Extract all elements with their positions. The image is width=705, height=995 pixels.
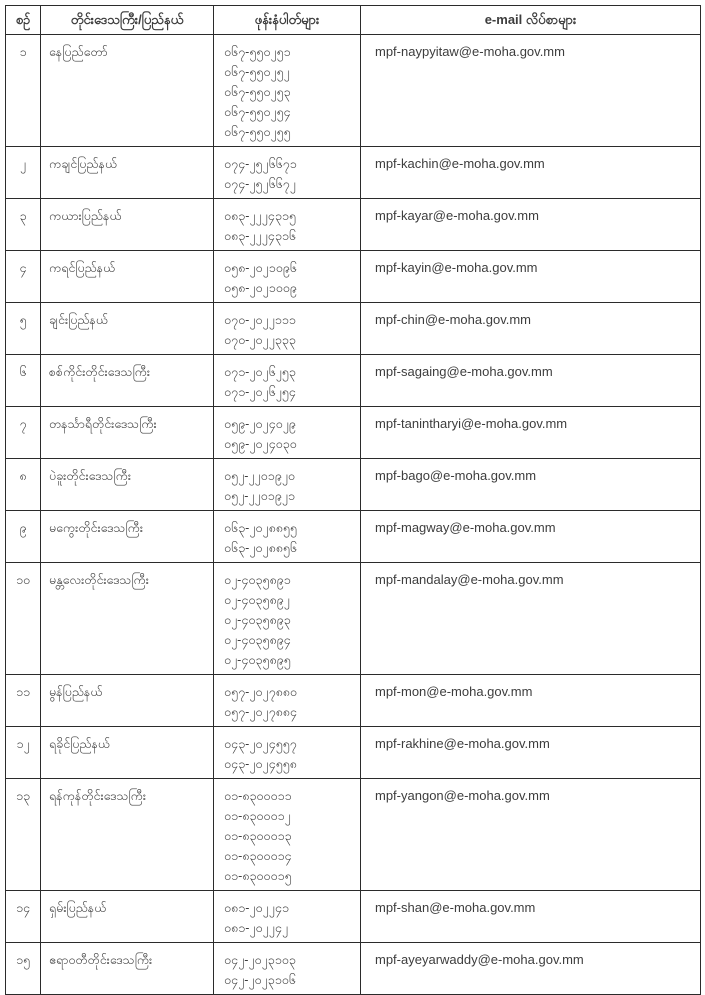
phone-number: ၀၄၃-၂၀၂၄၅၅၈ bbox=[224, 757, 297, 771]
phone-numbers-cell bbox=[214, 459, 361, 511]
table-row bbox=[6, 779, 701, 891]
phone-number: ၀၈၁-၂၀၂၂၄၁ bbox=[224, 901, 289, 915]
region-name-cell: ရခိုင်ပြည်နယ် bbox=[41, 727, 214, 779]
phone-number: ၀၁-၈၃၀၀၀၁၂ bbox=[224, 809, 291, 823]
table-row bbox=[6, 199, 701, 251]
phone-number: ၀၆၃-၂၀၂၈၈၅၅ bbox=[224, 521, 297, 535]
serial-number-cell: ၆ bbox=[6, 355, 41, 407]
table-row bbox=[6, 727, 701, 779]
email-address-cell: mpf-bago@e-moha.gov.mm bbox=[361, 459, 701, 511]
table-row bbox=[6, 943, 701, 995]
email-address-cell: mpf-rakhine@e-moha.gov.mm bbox=[361, 727, 701, 779]
table-row bbox=[6, 251, 701, 303]
phone-number: ၀၅၉-၂၀၂၄၀၃၀ bbox=[224, 437, 297, 451]
phone-number: ၀၁-၈၃၀၀၀၁၅ bbox=[224, 869, 292, 883]
col-header-serial: စဉ် bbox=[6, 6, 41, 35]
table-row bbox=[6, 407, 701, 459]
region-name-cell: ဧရာဝတီတိုင်းဒေသကြီး bbox=[41, 943, 214, 995]
serial-number-cell: ၁၅ bbox=[6, 943, 41, 995]
email-address-cell: mpf-naypyitaw@e-moha.gov.mm bbox=[361, 35, 701, 147]
email-address-cell: mpf-kayin@e-moha.gov.mm bbox=[361, 251, 701, 303]
phone-number: ၀၈၃-၂၂၂၄၃၁၅ bbox=[224, 209, 296, 223]
table-row bbox=[6, 355, 701, 407]
phone-number: ၀၇၀-၂၀၂၂၁၁၁ bbox=[224, 313, 296, 327]
phone-number: ၀၂-၄၀၃၅၈၉၅ bbox=[224, 653, 291, 667]
phone-number: ၀၆၇-၅၅၀၂၅၂ bbox=[224, 65, 290, 79]
serial-number-cell: ၁၄ bbox=[6, 891, 41, 943]
table-row bbox=[6, 303, 701, 355]
serial-number-cell: ၄ bbox=[6, 251, 41, 303]
phone-number: ၀၆၇-၅၅၀၂၅၅ bbox=[224, 125, 291, 139]
phone-number: ၀၇၄-၂၅၂၆၆၇၂ bbox=[224, 177, 296, 191]
email-address-cell: mpf-magway@e-moha.gov.mm bbox=[361, 511, 701, 563]
phone-numbers-cell bbox=[214, 511, 361, 563]
serial-number-cell: ၉ bbox=[6, 511, 41, 563]
table-row bbox=[6, 147, 701, 199]
serial-number-cell: ၁၂ bbox=[6, 727, 41, 779]
phone-number: ၀၄၂-၂၀၂၃၁၀၆ bbox=[224, 973, 296, 987]
region-name-cell: ကချင်ပြည်နယ် bbox=[41, 147, 214, 199]
phone-number: ၀၅၇-၂၀၂၇၈၈၄ bbox=[224, 705, 297, 719]
serial-number-cell: ၃ bbox=[6, 199, 41, 251]
region-name-cell: မွန်ပြည်နယ် bbox=[41, 675, 214, 727]
serial-number-cell: ၈ bbox=[6, 459, 41, 511]
phone-number: ၀၈၁-၂၀၂၂၄၂ bbox=[224, 921, 288, 935]
phone-numbers-cell bbox=[214, 563, 361, 675]
serial-number-cell: ၂ bbox=[6, 147, 41, 199]
serial-number-cell: ၁၁ bbox=[6, 675, 41, 727]
phone-numbers-cell bbox=[214, 407, 361, 459]
email-address-cell: mpf-ayeyarwaddy@e-moha.gov.mm bbox=[361, 943, 701, 995]
phone-numbers-cell bbox=[214, 943, 361, 995]
table-row bbox=[6, 563, 701, 675]
col-header-phones: ဖုန်းနံပါတ်များ bbox=[214, 6, 361, 35]
phone-number: ၀၅၈-၂၀၂၁၀၀၉ bbox=[224, 281, 297, 295]
table-row bbox=[6, 675, 701, 727]
region-name-cell: စစ်ကိုင်းတိုင်းဒေသကြီး bbox=[41, 355, 214, 407]
region-name-cell: တနင်္သာရီတိုင်းဒေသကြီး bbox=[41, 407, 214, 459]
serial-number-cell: ၅ bbox=[6, 303, 41, 355]
phone-number: ၀၆၇-၅၅၀၂၅၄ bbox=[224, 105, 291, 119]
email-address-cell: mpf-kayar@e-moha.gov.mm bbox=[361, 199, 701, 251]
email-address-cell: mpf-yangon@e-moha.gov.mm bbox=[361, 779, 701, 891]
table-row bbox=[6, 459, 701, 511]
phone-number: ၀၇၁-၂၀၂၆၂၅၃ bbox=[224, 365, 296, 379]
email-address-cell: mpf-chin@e-moha.gov.mm bbox=[361, 303, 701, 355]
phone-number: ၀၅၈-၂၀၂၁၀၉၆ bbox=[224, 261, 297, 275]
phone-number: ၀၆၃-၂၀၂၈၈၅၆ bbox=[224, 541, 297, 555]
email-address-cell: mpf-kachin@e-moha.gov.mm bbox=[361, 147, 701, 199]
phone-numbers-cell bbox=[214, 147, 361, 199]
phone-number: ၀၁-၈၃၀၀၀၁၁ bbox=[224, 789, 292, 803]
phone-number: ၀၇၄-၂၅၂၆၆၇၁ bbox=[224, 157, 297, 171]
phone-numbers-cell bbox=[214, 199, 361, 251]
region-name-cell: မကွေးတိုင်းဒေသကြီး bbox=[41, 511, 214, 563]
region-name-cell: ကယားပြည်နယ် bbox=[41, 199, 214, 251]
phone-numbers-cell bbox=[214, 891, 361, 943]
phone-number: ၀၇၀-၂၀၂၂၃၃၃ bbox=[224, 333, 296, 347]
phone-number: ၀၆၇-၅၅၀၂၅၁ bbox=[224, 45, 291, 59]
email-address-cell: mpf-tanintharyi@e-moha.gov.mm bbox=[361, 407, 701, 459]
region-name-cell: မန္တလေးတိုင်းဒေသကြီး bbox=[41, 563, 214, 675]
region-name-cell: နေပြည်တော် bbox=[41, 35, 214, 147]
phone-number: ၀၆၇-၅၅၀၂၅၃ bbox=[224, 85, 291, 99]
email-address-cell: mpf-mon@e-moha.gov.mm bbox=[361, 675, 701, 727]
phone-number: ၀၂-၄၀၃၅၈၉၂ bbox=[224, 593, 290, 607]
col-header-email: e-mail လိပ်စာများ bbox=[361, 6, 701, 35]
table-row bbox=[6, 35, 701, 147]
table-body bbox=[6, 35, 701, 995]
phone-numbers-cell bbox=[214, 355, 361, 407]
phone-number: ၀၈၃-၂၂၂၄၃၁၆ bbox=[224, 229, 296, 243]
phone-number: ၀၅၂-၂၂၀၁၉၂၁ bbox=[224, 489, 295, 503]
region-name-cell: ရန်ကုန်တိုင်းဒေသကြီး bbox=[41, 779, 214, 891]
table-row bbox=[6, 511, 701, 563]
serial-number-cell: ၁၃ bbox=[6, 779, 41, 891]
phone-numbers-cell bbox=[214, 35, 361, 147]
region-name-cell: ပဲခူးတိုင်းဒေသကြီး bbox=[41, 459, 214, 511]
phone-numbers-cell bbox=[214, 779, 361, 891]
region-name-cell: ကရင်ပြည်နယ် bbox=[41, 251, 214, 303]
region-name-cell: ချင်းပြည်နယ် bbox=[41, 303, 214, 355]
serial-number-cell: ၁၀ bbox=[6, 563, 41, 675]
phone-number: ၀၇၁-၂၀၂၆၂၅၄ bbox=[224, 385, 296, 399]
phone-number: ၀၂-၄၀၃၅၈၉၃ bbox=[224, 613, 291, 627]
phone-numbers-cell bbox=[214, 675, 361, 727]
col-header-region: တိုင်းဒေသကြီး/ပြည်နယ် bbox=[41, 6, 214, 35]
phone-number: ၀၅၂-၂၂၀၁၉၂၀ bbox=[224, 469, 295, 483]
table-header bbox=[6, 6, 701, 35]
phone-numbers-cell bbox=[214, 727, 361, 779]
phone-number: ၀၅၇-၂၀၂၇၈၈၀ bbox=[224, 685, 297, 699]
phone-numbers-cell bbox=[214, 251, 361, 303]
phone-number: ၀၅၉-၂၀၂၄၀၂၉ bbox=[224, 417, 296, 431]
phone-number: ၀၁-၈၃၀၀၀၁၃ bbox=[224, 829, 292, 843]
email-address-cell: mpf-shan@e-moha.gov.mm bbox=[361, 891, 701, 943]
region-contact-table bbox=[5, 5, 701, 995]
email-address-cell: mpf-mandalay@e-moha.gov.mm bbox=[361, 563, 701, 675]
phone-numbers-cell bbox=[214, 303, 361, 355]
phone-number: ၀၂-၄၀၃၅၈၉၁ bbox=[224, 573, 291, 587]
header-row bbox=[6, 6, 701, 35]
phone-number: ၀၄၂-၂၀၂၃၁၀၃ bbox=[224, 953, 296, 967]
serial-number-cell: ၁ bbox=[6, 35, 41, 147]
region-name-cell: ရှမ်းပြည်နယ် bbox=[41, 891, 214, 943]
email-address-cell: mpf-sagaing@e-moha.gov.mm bbox=[361, 355, 701, 407]
phone-number: ၀၂-၄၀၃၅၈၉၄ bbox=[224, 633, 291, 647]
table-row bbox=[6, 891, 701, 943]
serial-number-cell: ၇ bbox=[6, 407, 41, 459]
phone-number: ၀၁-၈၃၀၀၀၁၄ bbox=[224, 849, 292, 863]
phone-number: ၀၄၃-၂၀၂၄၅၅၇ bbox=[224, 737, 297, 751]
